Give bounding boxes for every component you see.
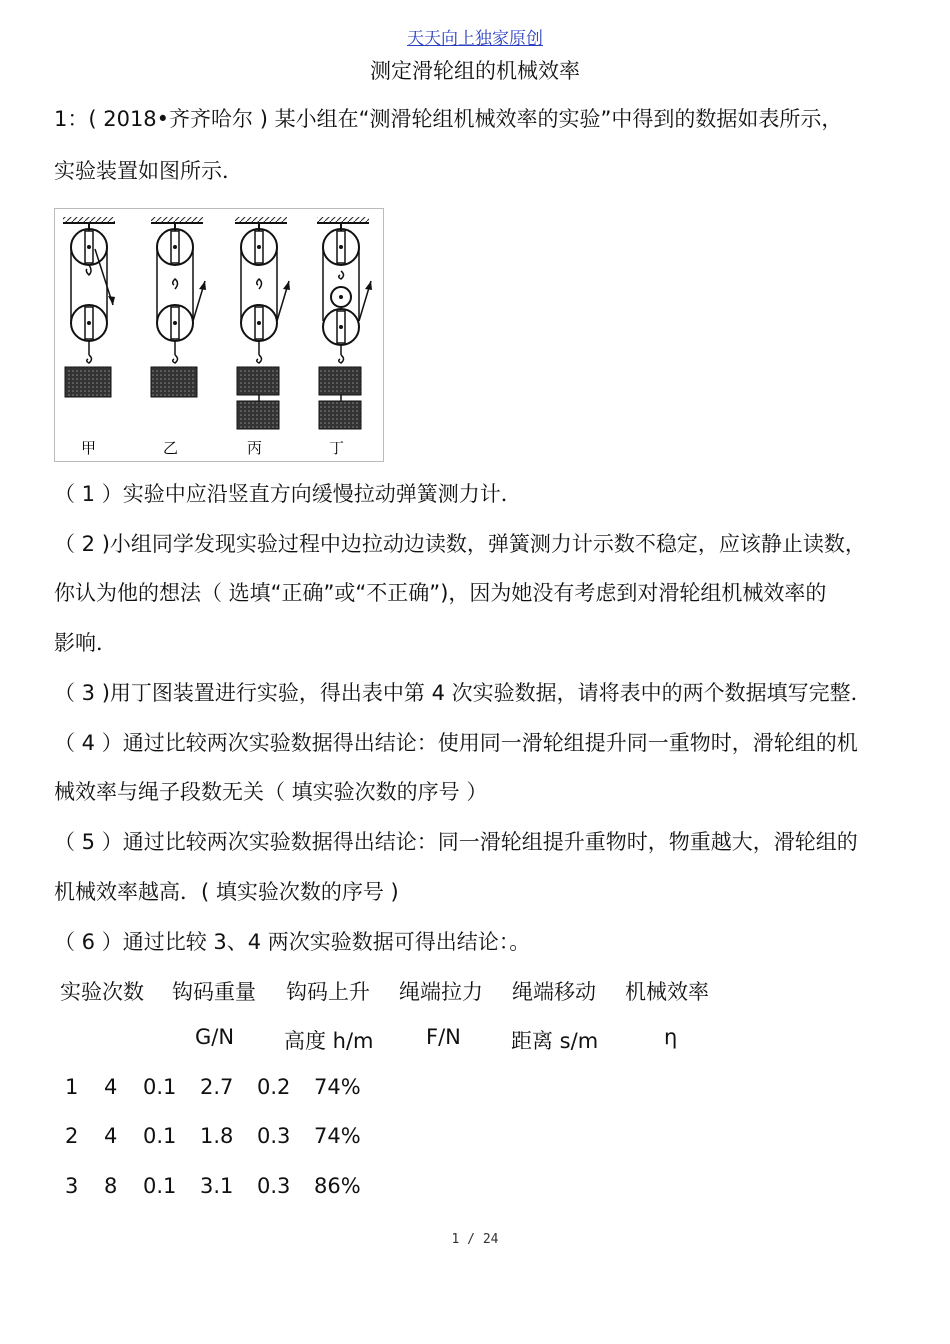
table-cell: 74%	[314, 1075, 361, 1099]
question-line-2: 实验装置如图所示．	[54, 159, 243, 183]
table-cell: 3.1	[200, 1174, 234, 1198]
table-cell: 0.3	[257, 1124, 291, 1148]
table-cell: 8	[104, 1174, 118, 1198]
item-2: （ 2 )小组同学发现实验过程中边拉动边读数，弹簧测力计示数不稳定，应该静止读数，	[54, 532, 866, 556]
table-subheader: 距离 s/m	[511, 1029, 599, 1053]
table-header: 绳端拉力	[399, 980, 483, 1004]
figure-label-ding: 丁	[329, 439, 345, 457]
table-cell: 86%	[314, 1174, 361, 1198]
item-2-end: 影响．	[54, 631, 117, 655]
table-cell: 0.1	[143, 1174, 177, 1198]
figure-label-jia: 甲	[81, 439, 97, 457]
table-cell: 1.8	[200, 1124, 234, 1148]
table-subheader: F/N	[426, 1025, 461, 1049]
figure-label-bing: 丙	[247, 439, 263, 457]
header-link[interactable]: 天天向上独家原创	[407, 29, 543, 49]
item-3: （ 3 )用丁图装置进行实验，得出表中第 4 次实验数据，请将表中的两个数据填写完整．	[54, 681, 872, 705]
item-4: （ 4 ）通过比较两次实验数据得出结论：使用同一滑轮组提升同一重物时，滑轮组的机	[54, 731, 858, 755]
table-cell: 0.3	[257, 1174, 291, 1198]
table-cell: 3	[65, 1174, 79, 1198]
item-5: （ 5 ）通过比较两次实验数据得出结论：同一滑轮组提升重物时，物重越大，滑轮组的	[54, 830, 858, 854]
table-subheader: 高度 h/m	[284, 1029, 374, 1053]
pulley-figure	[54, 208, 384, 462]
item-4-cont: 械效率与绳子段数无关（ 填实验次数的序号 ）	[54, 780, 488, 804]
table-header: 机械效率	[625, 980, 709, 1004]
item-2-cont: 你认为他的想法（ 选填“正确”或“不正确”)，因为她没有考虑到对滑轮组机械效率的	[54, 581, 827, 605]
pulley-diagram	[55, 209, 383, 461]
table-cell: 4	[104, 1075, 118, 1099]
item-5-cont: 机械效率越高．( 填实验次数的序号 )	[54, 880, 399, 904]
table-cell: 4	[104, 1124, 118, 1148]
page-title: 测定滑轮组的机械效率	[370, 59, 580, 83]
setup-yi	[151, 217, 206, 397]
table-subheader: G/N	[195, 1025, 235, 1049]
item-6: （ 6 ）通过比较 3、4 两次实验数据可得出结论：。	[54, 930, 531, 954]
setup-bing	[235, 217, 290, 429]
table-cell: 0.1	[143, 1075, 177, 1099]
item-1: （ 1 ）实验中应沿竖直方向缓慢拉动弹簧测力计．	[54, 482, 522, 506]
table-cell: 74%	[314, 1124, 361, 1148]
setup-jia	[63, 217, 115, 397]
table-cell: 2.7	[200, 1075, 234, 1099]
setup-ding	[317, 217, 372, 429]
table-header: 绳端移动	[512, 980, 596, 1004]
table-cell: 1	[65, 1075, 79, 1099]
question-line-1: 1：( 2018•齐齐哈尔 ) 某小组在“测滑轮组机械效率的实验”中得到的数据如表所示，	[54, 107, 843, 131]
table-cell: 0.1	[143, 1124, 177, 1148]
table-header: 实验次数	[60, 980, 144, 1004]
table-header: 钩码重量	[172, 980, 256, 1004]
table-cell: 0.2	[257, 1075, 291, 1099]
table-cell: 2	[65, 1124, 79, 1148]
table-subheader: η	[664, 1025, 678, 1049]
table-header: 钩码上升	[286, 980, 370, 1004]
figure-label-yi: 乙	[163, 439, 179, 457]
page-number: 1 / 24	[451, 1232, 499, 1247]
